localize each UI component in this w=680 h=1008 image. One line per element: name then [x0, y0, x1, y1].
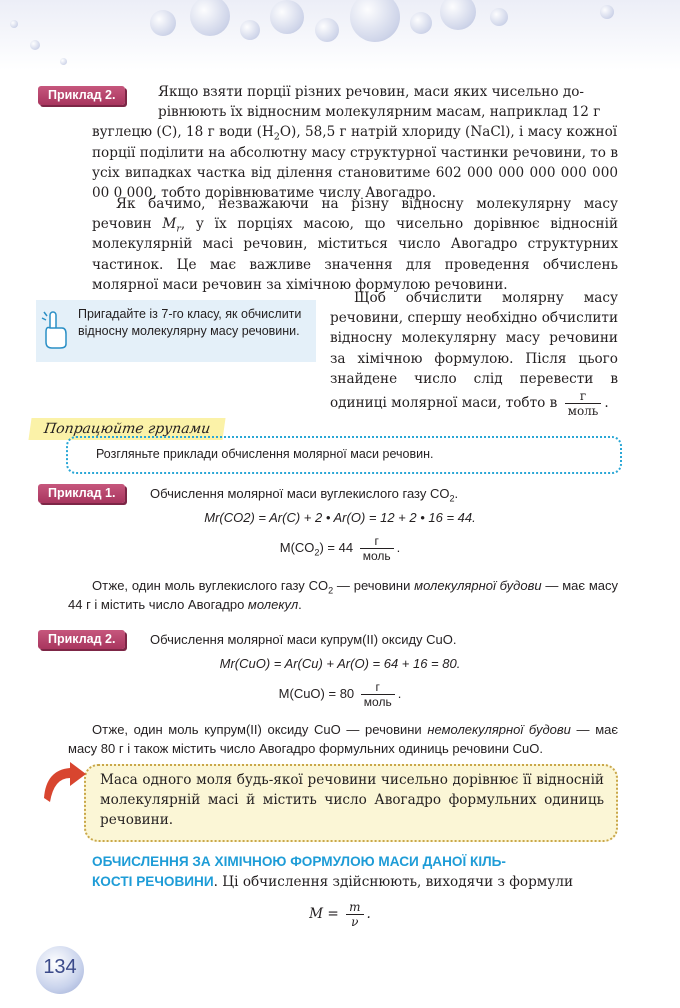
section-heading-line2: КОСТІ РЕЧОВИНИ — [92, 874, 214, 890]
section-formula: M = $\frac{m}{\nu}$ . — [309, 900, 371, 929]
top-example-rest: порції поділити на абсолютну масу структурної частинки речовини, то в усіх випадках частка від ділення становитиме 602 000 000 000 000 000 00 0 000, тобто дорівнюватиме числу Авогадро. — [92, 144, 618, 202]
fraction-g-per-mol: $\frac{г}{\text{моль}}$ — [565, 389, 602, 418]
paragraph-molar-mass: Щоб обчислити молярну масу речовини, спершу необхідно обчислити відносну молекулярну масу речовини за хімічною формулою. Після цього знайдене число слід перевести в одиниці молярної маси, тобто в $\frac{г}{\text{моль}}$ . — [330, 290, 618, 419]
top-example-line2: рівнюють їх відносним молекулярним масам, наприклад 12 г — [158, 104, 601, 121]
example2-title: Обчислення молярної маси купрум(II) оксиду CuO. — [150, 632, 457, 647]
header-decoration — [0, 0, 680, 80]
top-example-line1: Якщо взяти порції різних речовин, маси яких чисельно до- — [158, 84, 585, 100]
top-example-text — [92, 82, 618, 203]
example1-title: Обчислення молярної маси вуглекислого газу $CO_2$. — [150, 486, 459, 504]
example1-fraction: $\frac{г}{\text{моль}}$ — [360, 534, 394, 563]
section-paragraph: ОБЧИСЛЕННЯ ЗА ХІМІЧНОЮ ФОРМУЛОЮ МАСИ ДАНОЇ КІЛЬ- КОСТІ РЕЧОВИНИ. Ці обчислення здійснюють, виходячи з формули — [92, 854, 574, 891]
curved-arrow-icon — [40, 760, 90, 806]
page-number-badge — [36, 946, 84, 994]
group-work-text: Розгляньте приклади обчислення молярної маси речовин. — [96, 447, 434, 461]
example1-formula1: Mr(CO2) = Ar(C) + 2 • Ar(O) = 12 + 2 • 16 = 44. — [204, 510, 476, 525]
example1-badge: Приклад 1. — [38, 484, 125, 503]
section-heading-line1: ОБЧИСЛЕННЯ ЗА ХІМІЧНОЮ ФОРМУЛОЮ МАСИ ДАНОЇ КІЛЬ- — [92, 854, 506, 869]
hand-pointer-icon — [40, 310, 70, 350]
example-badge-top: Приклад 2. — [38, 86, 125, 105]
example2-fraction: $\frac{г}{\text{моль}}$ — [361, 680, 395, 709]
reminder-box — [36, 300, 316, 362]
section-fraction: $\frac{m}{\nu}$ — [346, 900, 363, 929]
top-example-line3: вуглецю (C), 18 г води $(H_2O)$, 58,5 г натрій хлориду (NaCl), і масу кожної — [92, 124, 618, 144]
paragraph-avogadro: Як бачимо, незважаючи на різну відносну молекулярну масу речовин $M_r$, у їх порціях масою, що чисельно дорівнює відносній молекулярній масі речовин, міститься число Авогадро структурних частинок. Це має важливе значення для проведення обчислень молярної маси речовин за хімічною формулою речовини. — [92, 196, 618, 293]
reminder-text: Пригадайте із 7-го класу, як обчислити відносну молекулярну масу речовини. — [78, 307, 302, 338]
example2-badge: Приклад 2. — [38, 630, 125, 649]
example1-formula2: $M(CO_2) = 44$ $\frac{г}{\text{моль}}$ . — [279, 534, 401, 563]
group-work-title: Попрацюйте групами — [28, 418, 225, 440]
rule-text: Маса одного моля будь-якої речовини чисельно дорівнює її відносній молекулярній масі й містить число Авогадро формульних одиниць речовини. — [100, 772, 604, 829]
example2-formula1: Mr(CuO) = Ar(Cu) + Ar(O) = 64 + 16 = 80. — [219, 656, 461, 671]
example2-conclusion: Отже, один моль купрум(II) оксиду CuO — речовини немолекулярної будови — має масу 80 г і також містить число Авогадро формульних одиниць речовини CuO. — [68, 722, 619, 756]
example1-conclusion: Отже, один моль вуглекислого газу $CO_2$ — речовини молекулярної будови — має масу 44 г і містить число Авогадро молекул. — [68, 578, 618, 612]
page-number: 134 — [43, 956, 77, 978]
example2-formula2: M(CuO) = 80 $\frac{г}{\text{моль}}$ . — [278, 680, 402, 709]
